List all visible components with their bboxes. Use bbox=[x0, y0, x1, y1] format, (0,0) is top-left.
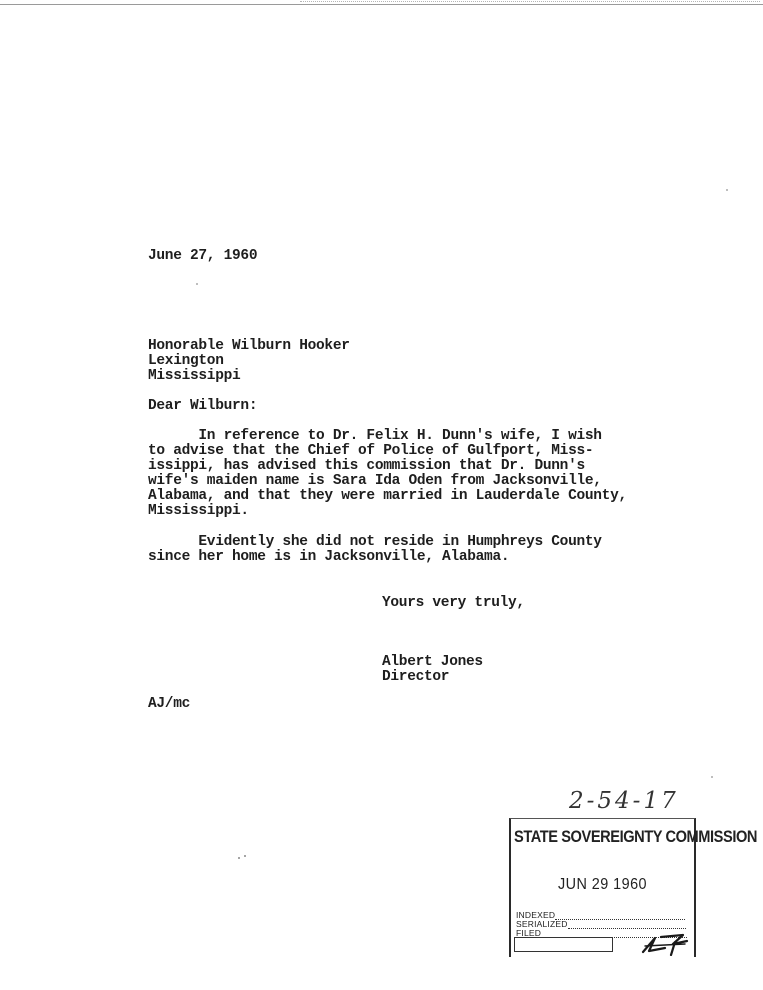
stamp-blank-box bbox=[514, 937, 613, 952]
received-stamp bbox=[509, 818, 758, 957]
scan-speck bbox=[244, 855, 246, 857]
paragraph-line: Alabama, and that they were married in Lauderdale County, bbox=[148, 488, 627, 504]
address-line-city: Lexington bbox=[148, 353, 224, 369]
handwritten-initials-mark bbox=[639, 932, 691, 956]
stamp-row-dots bbox=[555, 912, 685, 920]
paragraph-line: to advise that the Chief of Police of Gulfport, Miss- bbox=[148, 443, 594, 459]
stamp-date: JUN 29 1960 bbox=[557, 876, 647, 893]
signer-title: Director bbox=[382, 669, 450, 685]
stamp-row-label: SERIALIZED bbox=[516, 919, 568, 929]
scan-speck bbox=[196, 283, 198, 285]
page-top-edge-dots bbox=[300, 1, 760, 2]
stamp-row-dots bbox=[568, 921, 686, 929]
paragraph-line: wife's maiden name is Sara Ida Oden from Jacksonville, bbox=[148, 473, 602, 489]
closing: Yours very truly, bbox=[382, 595, 525, 611]
typist-initials: AJ/mc bbox=[148, 696, 191, 712]
stamp-row-label: INDEXED bbox=[516, 910, 556, 920]
stamp-title: STATE SOVEREIGNTY COMMISSION bbox=[514, 827, 758, 846]
handwritten-file-number: 2-54-17 bbox=[569, 788, 679, 814]
paragraph-line: Mississippi. bbox=[148, 503, 249, 519]
stamp-row-label: FILED bbox=[516, 928, 542, 938]
paragraph-line: Evidently she did not reside in Humphreys County bbox=[148, 534, 602, 550]
letter-date: June 27, 1960 bbox=[148, 248, 258, 264]
salutation: Dear Wilburn: bbox=[148, 398, 258, 414]
address-line-state: Mississippi bbox=[148, 368, 241, 384]
scan-speck bbox=[238, 857, 240, 859]
paragraph-line: issippi, has advised this commission that Dr. Dunn's bbox=[148, 458, 585, 474]
scan-speck bbox=[711, 776, 713, 778]
page-top-edge-line bbox=[0, 4, 763, 6]
paragraph-line: since her home is in Jacksonville, Alabama. bbox=[148, 549, 510, 565]
scan-speck bbox=[726, 189, 728, 191]
address-line-name: Honorable Wilburn Hooker bbox=[148, 338, 350, 354]
paragraph-line: In reference to Dr. Felix H. Dunn's wife, I wish bbox=[148, 428, 602, 444]
signer-name: Albert Jones bbox=[382, 654, 483, 670]
stamp-row-serialized bbox=[516, 920, 686, 929]
